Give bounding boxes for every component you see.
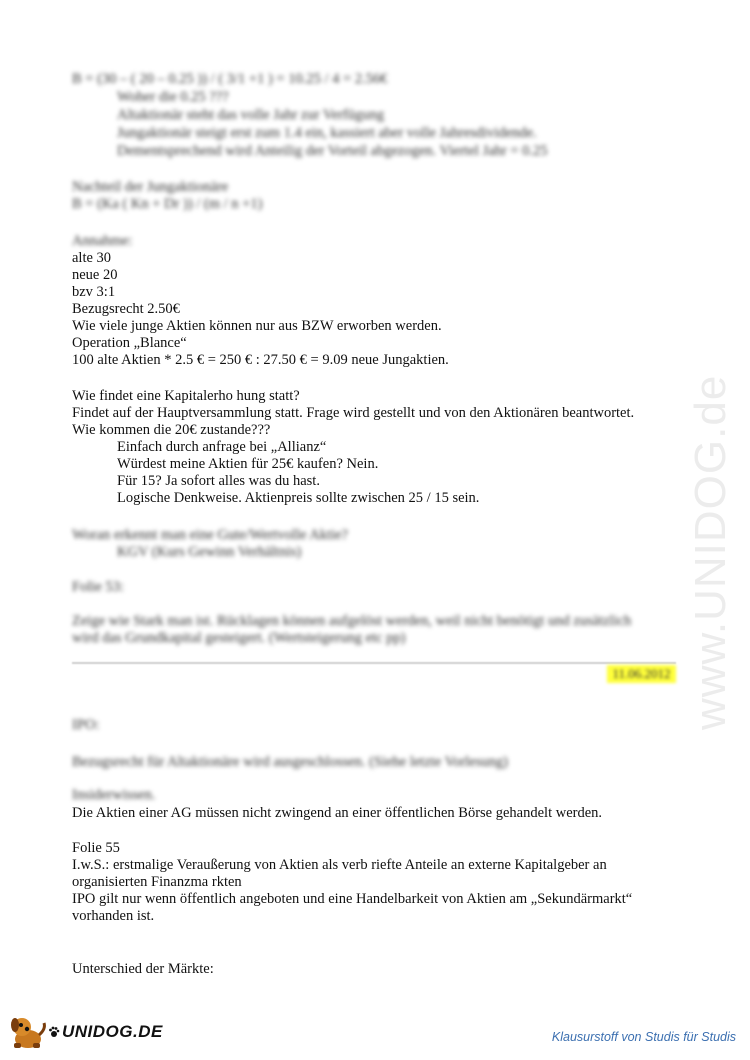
text-line: Wie viele junge Aktien können nur aus BZW erworben werden. — [72, 318, 442, 334]
text-line: Folie 55 — [72, 840, 120, 856]
blurred-text-line: Annahme: — [72, 233, 133, 249]
blurred-text-line: KGV (Kurs Gewinn Verhältnis) — [117, 544, 302, 560]
paw-icon — [48, 1026, 60, 1038]
footer-logo — [8, 1012, 168, 1052]
date-highlight-badge: 11.06.2012 — [607, 665, 676, 683]
blurred-text-line: wird das Grundkapital gesteigert. (Wertsteigerung etc pp) — [72, 630, 406, 646]
watermark — [640, 270, 750, 740]
text-line: Bezugsrecht 2.50€ — [72, 301, 180, 317]
text-line: Die Aktien einer AG müssen nicht zwingend an einer öffentlichen Börse gehandelt werden. — [72, 805, 603, 821]
blurred-formula-line: B = (Ka ( Kn + Dr )) / (m / n +1) — [72, 196, 263, 212]
blurred-text-line: Dementsprechend wird Anteilig der Vorteil abgezogen. Viertel Jahr = 0.25 — [117, 143, 548, 159]
indented-text-line: Würdest meine Aktien für 25€ kaufen? Nein. — [117, 456, 379, 472]
text-line: alte 30 — [72, 250, 112, 266]
text-line: Operation „Blance“ — [72, 335, 187, 351]
text-line: Wie findet eine Kapitalerho hung statt? — [72, 388, 300, 404]
blurred-text-line: Folie 53: — [72, 579, 124, 595]
blurred-text-line: Nachteil der Jungaktionäre — [72, 179, 229, 195]
text-line: Unterschied der Märkte: — [72, 961, 214, 977]
footer-tagline: Klausurstoff von Studis für Studis — [551, 1030, 736, 1044]
text-line: Wie kommen die 20€ zustande??? — [72, 422, 271, 438]
section-divider — [72, 662, 676, 664]
blurred-formula-line: B = (30 – ( 20 – 0.25 )) / ( 3/1 +1 ) = 10.25 / 4 = 2.56€ — [72, 71, 388, 87]
blurred-heading: IPO: — [72, 717, 100, 733]
blurred-text-line: Bezugsrecht für Altaktionäre wird ausgeschlossen. (Siehe letzte Vorlesung) — [72, 754, 508, 770]
text-line: Findet auf der Hauptversammlung statt. Frage wird gestellt und von den Aktionären beantwortet. — [72, 405, 635, 421]
logo-text: UNIDOG.DE — [62, 1022, 163, 1041]
text-line: 100 alte Aktien * 2.5 € = 250 € : 27.50 € = 9.09 neue Jungaktien. — [72, 352, 449, 368]
blurred-text-line: Jungaktionär steigt erst zum 1.4 ein, kassiert aber volle Jahresdividende. — [117, 125, 537, 141]
indented-text-line: Einfach durch anfrage bei „Allianz“ — [117, 439, 327, 455]
text-line: I.w.S.: erstmalige Veraußerung von Aktien als verb riefte Anteile an externe Kapitalgeber an — [72, 857, 607, 873]
text-line: vorhanden ist. — [72, 908, 155, 924]
blurred-text-line: Altaktionär steht das volle Jahr zur Verfügung — [117, 107, 385, 123]
text-line: IPO gilt nur wenn öffentlich angeboten und eine Handelbarkeit von Aktien am „Sekundärmarkt“ — [72, 891, 633, 907]
indented-text-line: Für 15? Ja sofort alles was du hast. — [117, 473, 320, 489]
blurred-text-line: Insiderwissen. — [72, 787, 156, 803]
watermark-text: www.UNIDOG.de — [686, 374, 735, 730]
text-line: bzv 3:1 — [72, 284, 116, 300]
text-line: organisierten Finanzma rkten — [72, 874, 242, 890]
blurred-text-line: Woran erkennt man eine Gute/Wertvolle Aktie? — [72, 527, 348, 543]
blurred-text-line: Zeige wie Stark man ist. Rücklagen können aufgelöst werden, weil nicht benötigt und zusätzlich — [72, 613, 632, 629]
dog-mascot-icon — [8, 1013, 48, 1051]
text-line: neue 20 — [72, 267, 118, 283]
indented-text-line: Logische Denkweise. Aktienpreis sollte zwischen 25 / 15 sein. — [117, 490, 480, 506]
blurred-text-line: Woher die 0.25 ??? — [117, 89, 229, 105]
